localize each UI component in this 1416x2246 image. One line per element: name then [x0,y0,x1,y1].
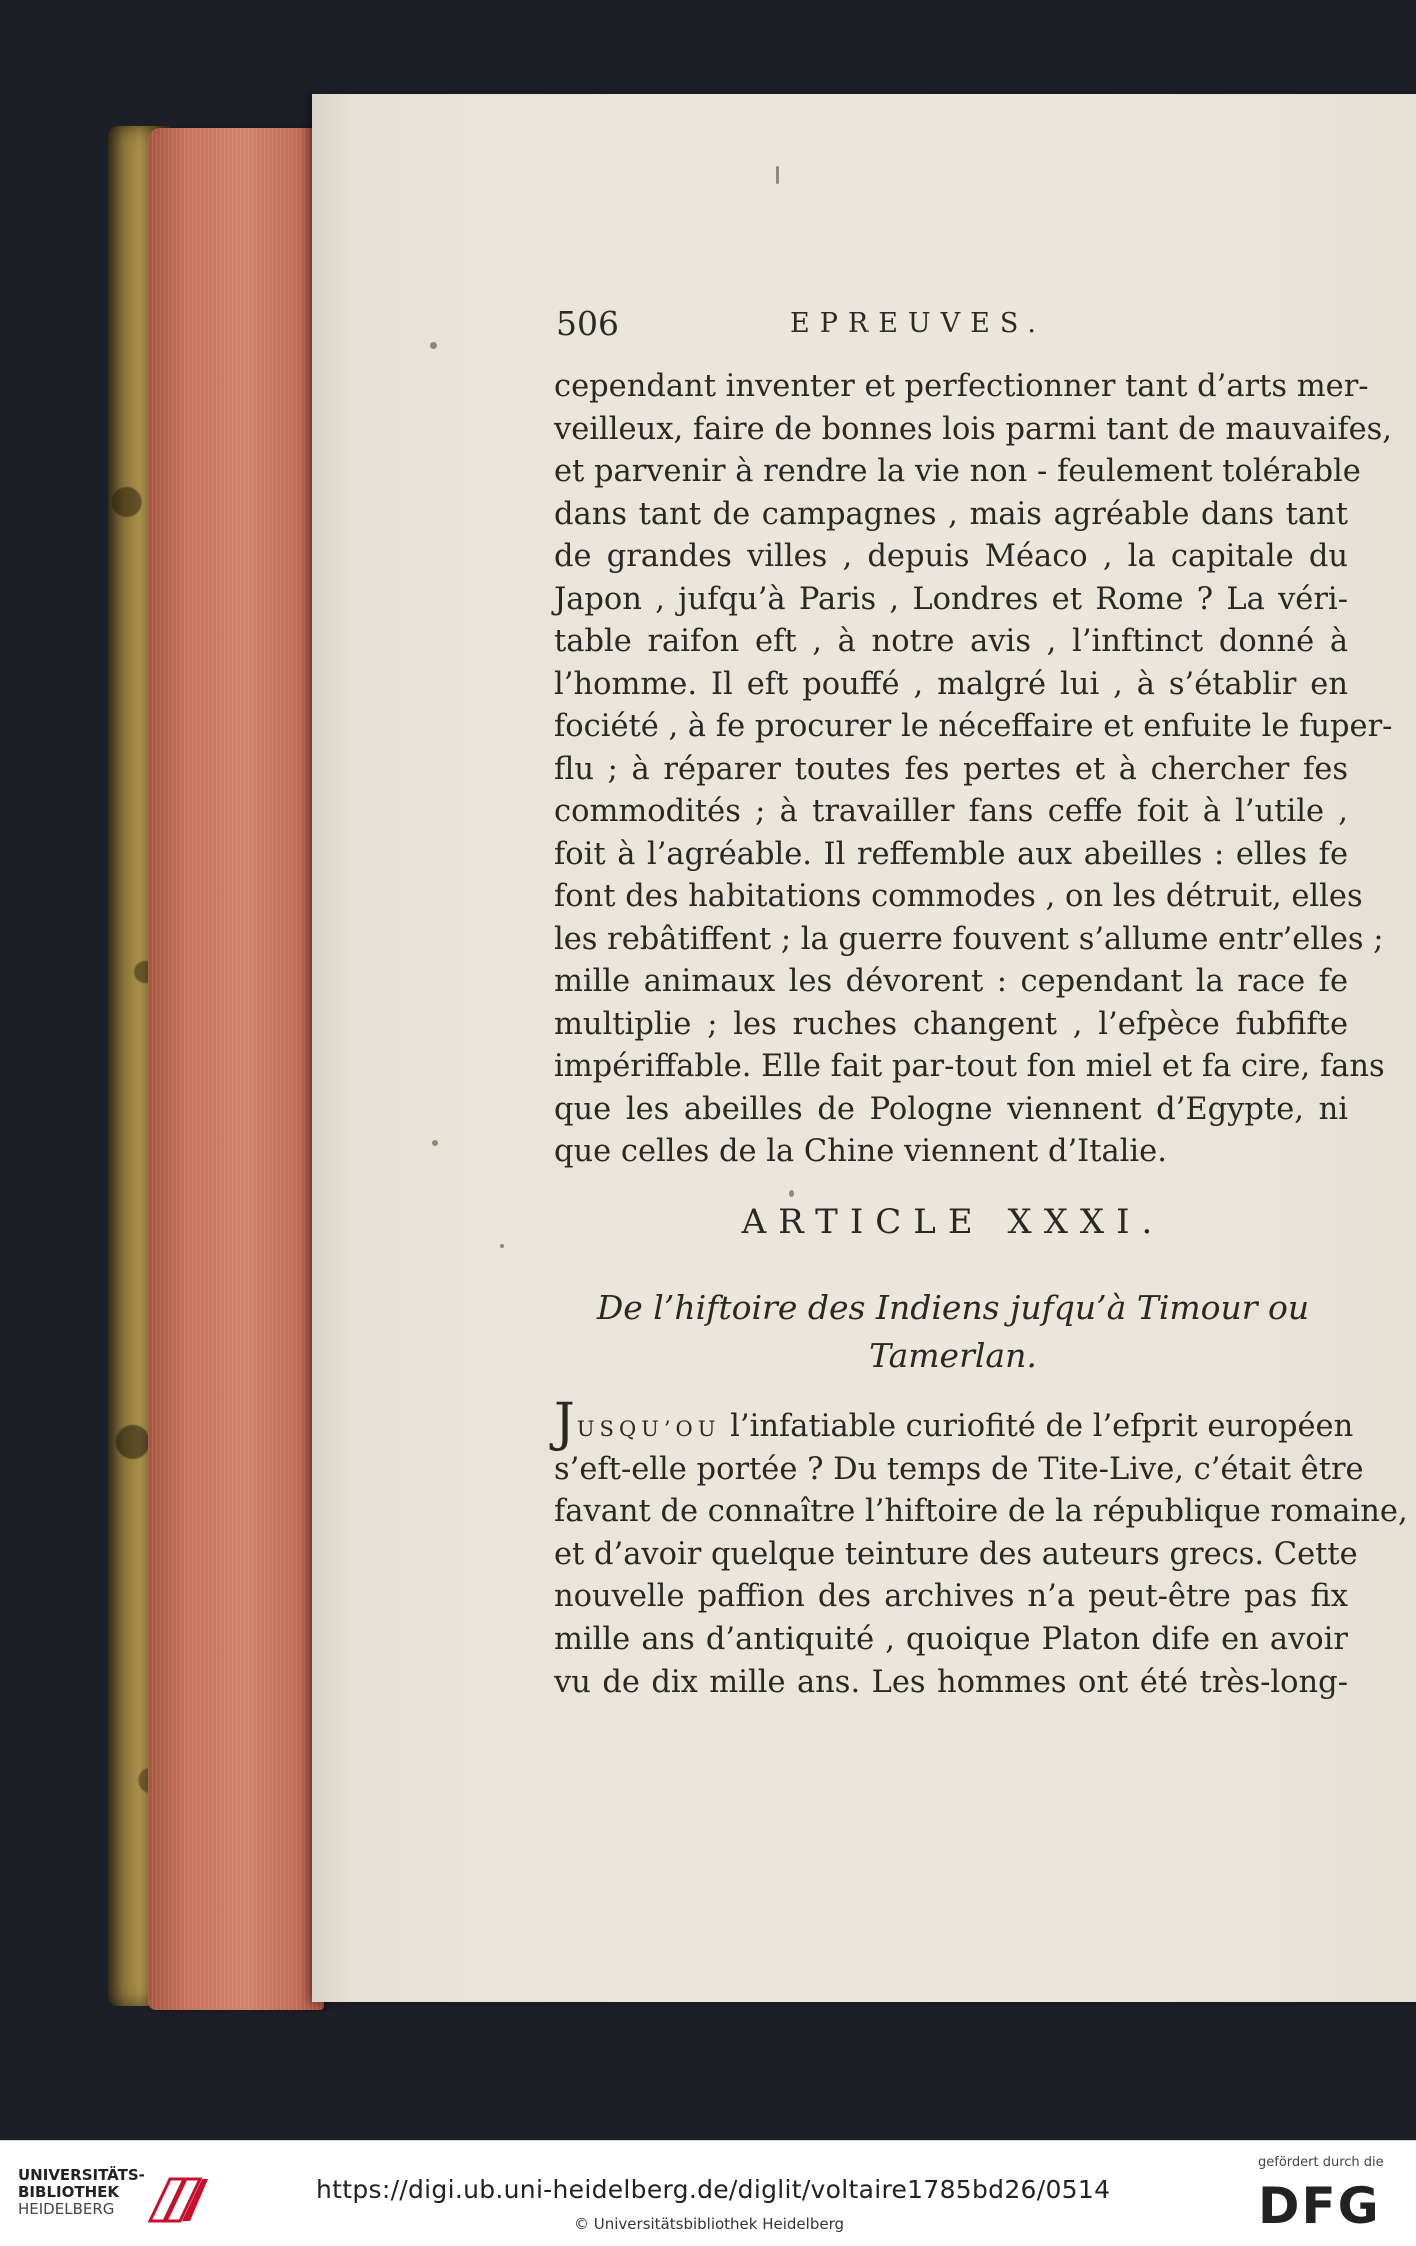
first-line-rest: l’infatiable curiofité de l’efprit européen [720,1409,1354,1444]
text-line: que celles de la Chine viennent d’Italie. [554,1134,1167,1169]
subtitle-line: De l’hiftoire des Indiens jufqu’à Timour ou [596,1288,1310,1327]
text-line: favant de connaître l’hiftoire de la république romaine, [554,1494,1408,1530]
library-name-line: HEIDELBERG [18,2200,115,2218]
text-line: flu ; à réparer toutes fes pertes et à chercher fes [554,751,1348,787]
article-subtitle [556,1284,1350,1380]
text-line: que les abeilles de Pologne viennent d’Egypte, ni [554,1091,1348,1127]
paper-speck [789,1190,794,1197]
subtitle-line: Tamerlan. [869,1336,1037,1375]
text-line: multiplie ; les ruches changent , l’efpèce fubfifte [554,1006,1348,1042]
body-text [554,366,1393,1174]
text-line: et d’avoir quelque teinture des auteurs grecs. Cette [554,1536,1358,1572]
viewer-footer [0,2140,1416,2246]
article-first-line [554,1393,1354,1453]
paper-speck [500,1244,504,1248]
text-line: l’homme. Il eft pouffé , malgré lui , à s’établir en [554,666,1348,702]
article-heading: ARTICLE XXXI. [741,1202,1165,1242]
text-line: nouvelle paffion des archives n’a peut-être pas fix [554,1579,1348,1615]
drop-initial: J [554,1393,575,1453]
dfg-logo[interactable] [1258,2155,1398,2235]
text-line: veilleux, faire de bonnes lois parmi tant de mauvaifes, [554,411,1393,447]
page-header [556,304,1362,350]
text-line: Japon , jufqu’à Paris , Londres et Rome ? La véri- [554,581,1348,617]
text-line: mille ans d’antiquité , quoique Platon dife en avoir [554,1621,1348,1657]
text-line: fociété , à fe procurer le néceffaire et enfuite le fuper- [554,709,1393,744]
library-name [18,2167,145,2218]
paper-speck [776,166,779,184]
text-line: les rebâtiffent ; la guerre fouvent s’allume entr’elles ; [554,921,1384,957]
text-line: table raifon eft , à notre avis , l’inftinct donné à [554,624,1348,659]
small-caps-lead: USQU’OU [576,1417,721,1441]
text-line: de grandes villes , depuis Méaco , la capitale du [554,539,1348,574]
copyright-notice: © Universitätsbibliothek Heidelberg [574,2215,845,2233]
permalink-url[interactable]: https://digi.ub.uni-heidelberg.de/diglit/voltaire1785bd26/0514 [316,2175,1111,2204]
text-line: s’eft-elle portée ? Du temps de Tite-Live, c’était être [554,1451,1364,1487]
paper-speck [432,1140,438,1146]
text-line: cependant inventer et perfectionner tant d’arts mer- [554,369,1369,404]
funding-label: gefördert durch die [1258,2155,1384,2170]
page-edges-red [148,128,324,2010]
running-head: EPREUVES. [790,308,1046,339]
library-logo[interactable] [18,2167,218,2227]
library-name-line: UNIVERSITÄTS- [18,2166,145,2184]
paper-speck [430,342,437,349]
page-number: 506 [556,304,619,343]
library-mark-icon [144,2171,214,2229]
text-line: et parvenir à rendre la vie non - feulement tolérable [554,454,1361,489]
text-line: vu de dix mille ans. Les hommes ont été très-long- [554,1664,1348,1700]
text-line: impériffable. Elle fait par-tout fon miel et fa cire, fans [554,1049,1385,1084]
text-line: dans tant de campagnes , mais agréable dans tant [554,496,1348,532]
library-name-line: BIBLIOTHEK [18,2183,119,2201]
article-text [554,1393,1408,1704]
text-line: font des habitations commodes , on les détruit, elles [554,879,1363,914]
text-line: commodités ; à travailler fans ceffe foit à l’utile , [554,794,1348,829]
text-line: mille animaux les dévorent : cependant la race fe [554,964,1348,999]
text-line: foit à l’agréable. Il reffemble aux abeilles : elles fe [554,836,1348,872]
dfg-mark: DFG [1258,2177,1381,2235]
